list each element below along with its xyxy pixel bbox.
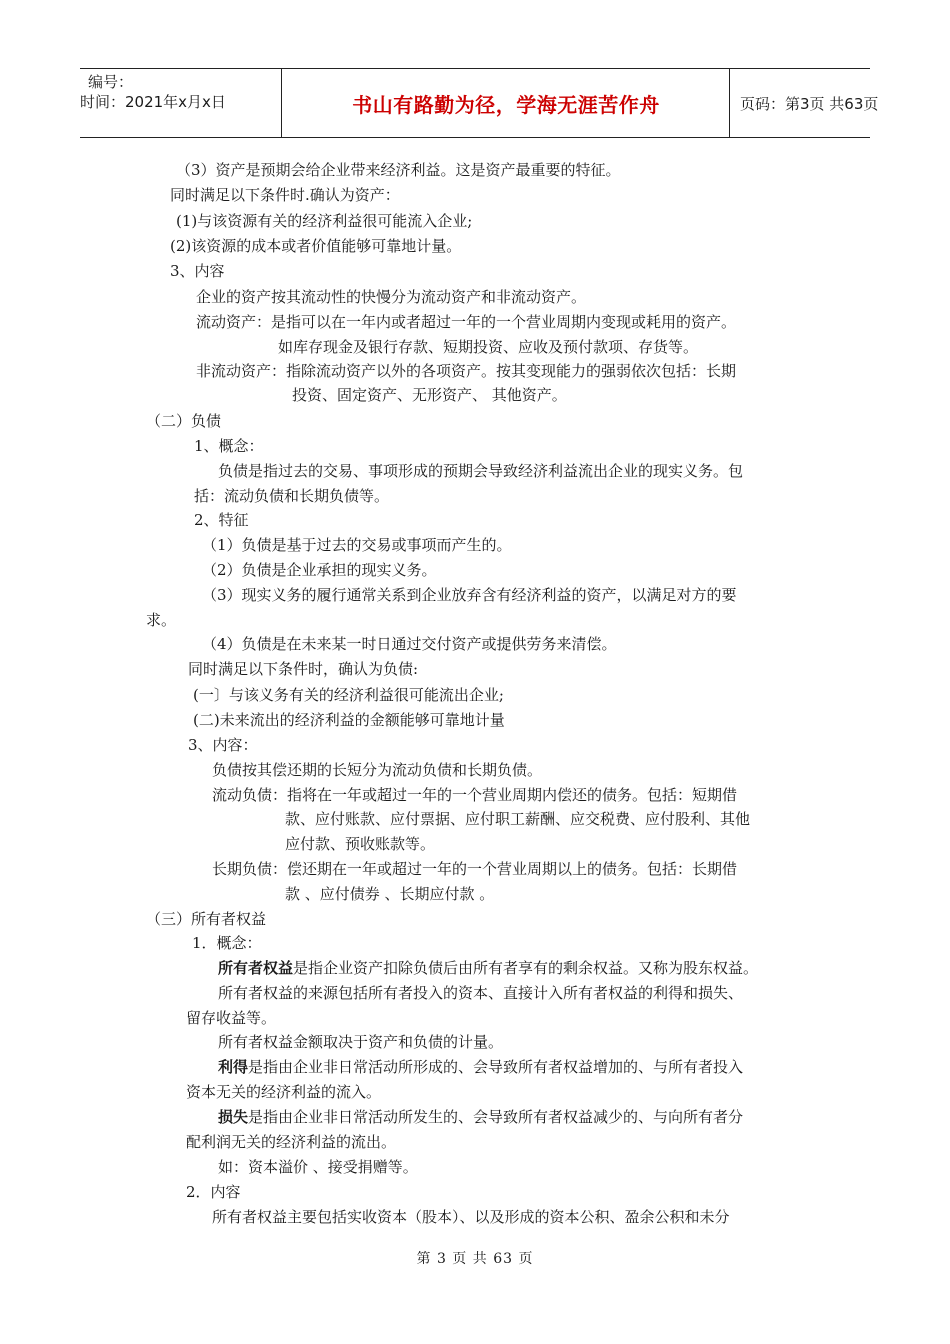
text-line: 资本无关的经济利益的流入。 (186, 1083, 382, 1101)
header-page-info: 页码：第3页 共63页 (740, 94, 879, 113)
text-line: 长期负债：偿还期在一年或超过一年的一个营业周期以上的债务。包括：长期借 (212, 860, 738, 878)
text-line: 所有者权益主要包括实收资本（股本）、以及形成的资本公积、盈余公积和未分 (212, 1208, 730, 1226)
header-motto: 书山有路勤为径，学海无涯苦作舟 (283, 69, 730, 137)
text-run: 是指企业资产扣除负债后由所有者享有的剩余权益。又称为股东权益。 (293, 959, 759, 977)
subsection-heading: 2．内容 (186, 1183, 241, 1201)
text-line: 企业的资产按其流动性的快慢分为流动资产和非流动资产。 (196, 288, 587, 306)
subsection-heading: 1．概念： (192, 934, 262, 952)
text-line: (二)未来流出的经济利益的金额能够可靠地计量 (193, 711, 505, 729)
text-line: （3）资产是预期会给企业带来经济利益。这是资产最重要的特征。 (176, 161, 621, 179)
subsection-heading: 2、特征 (194, 511, 249, 529)
text-run: 是指由企业非日常活动所发生的、会导致所有者权益减少的、与向所有者分 (248, 1108, 744, 1126)
text-line: （4）负债是在未来某一时日通过交付资产或提供劳务来清偿。 (202, 635, 617, 653)
section-heading: （二）负债 (146, 412, 222, 430)
subsection-heading: 1、概念： (194, 437, 264, 455)
text-line: 如：资本溢价 、接受捐赠等。 (218, 1158, 418, 1176)
section-heading: 3、内容 (170, 262, 225, 280)
subsection-heading: 3、内容： (188, 736, 258, 754)
text-line: 应付款、预收账款等。 (285, 835, 436, 853)
text-line: 同时满足以下条件时.确认为资产： (170, 186, 400, 204)
text-line: 同时满足以下条件时，确认为负债: (188, 660, 419, 678)
text-line (218, 1058, 743, 1076)
text-line (218, 959, 758, 977)
text-line: 留存收益等。 (186, 1009, 277, 1027)
text-line: 流动负债：指将在一年或超过一年的一个营业周期内偿还的债务。包括：短期借 (212, 786, 738, 804)
text-line: 负债按其偿还期的长短分为流动负债和长期负债。 (212, 761, 543, 779)
text-line: 所有者权益的来源包括所有者投入的资本、直接计入所有者权益的利得和损失、 (218, 984, 744, 1002)
term-gains: 利得 (218, 1058, 249, 1076)
header-date: 时间：2021年x月x日 (80, 93, 226, 111)
text-line: 配利润无关的经济利益的流出。 (186, 1133, 397, 1151)
text-line: 括：流动负债和长期负债等。 (194, 487, 390, 505)
text-line: （3）现实义务的履行通常关系到企业放弃含有经济利益的资产，以满足对方的要 (202, 586, 737, 604)
text-line: 所有者权益金额取决于资产和负债的计量。 (218, 1033, 504, 1051)
page-header (80, 68, 879, 138)
text-line: (一〕与该义务有关的经济利益很可能流出企业; (193, 686, 504, 704)
text-line: 流动资产：是指可以在一年内或者超过一年的一个营业周期内变现或耗用的资产。 (196, 313, 737, 331)
text-line: 款、应付账款、应付票据、应付职工薪酬、应交税费、应付股利、其他 (285, 810, 751, 828)
text-line (218, 1108, 743, 1126)
section-heading: （三）所有者权益 (146, 910, 267, 928)
text-line: 如库存现金及银行存款、短期投资、应收及预付款项、存货等。 (278, 338, 699, 356)
text-line: （1）负债是基于过去的交易或事项而产生的。 (202, 536, 512, 554)
header-meta (80, 69, 282, 137)
text-line: 款 、应付债券 、长期应付款 。 (285, 885, 495, 903)
page-footer: 第 3 页 共 63 页 (416, 1251, 534, 1267)
text-line: (1)与该资源有关的经济利益很可能流入企业; (176, 212, 473, 230)
text-line: （2）负债是企业承担的现实义务。 (202, 561, 437, 579)
text-line: 求。 (146, 611, 177, 629)
text-run: 是指由企业非日常活动所形成的、会导致所有者权益增加的、与所有者投入 (248, 1058, 744, 1076)
text-line: (2)该资源的成本或者价值能够可靠地计量。 (170, 237, 462, 255)
text-line: 非流动资产：指除流动资产以外的各项资产。按其变现能力的强弱依次包括：长期 (196, 362, 737, 380)
text-line: 负债是指过去的交易、事项形成的预期会导致经济利益流出企业的现实义务。包 (218, 462, 744, 480)
term-owners-equity: 所有者权益 (218, 959, 294, 977)
text-line: 投资、固定资产、无形资产、 其他资产。 (292, 386, 567, 404)
header-number: 编号： (88, 73, 134, 91)
term-losses: 损失 (218, 1108, 249, 1126)
